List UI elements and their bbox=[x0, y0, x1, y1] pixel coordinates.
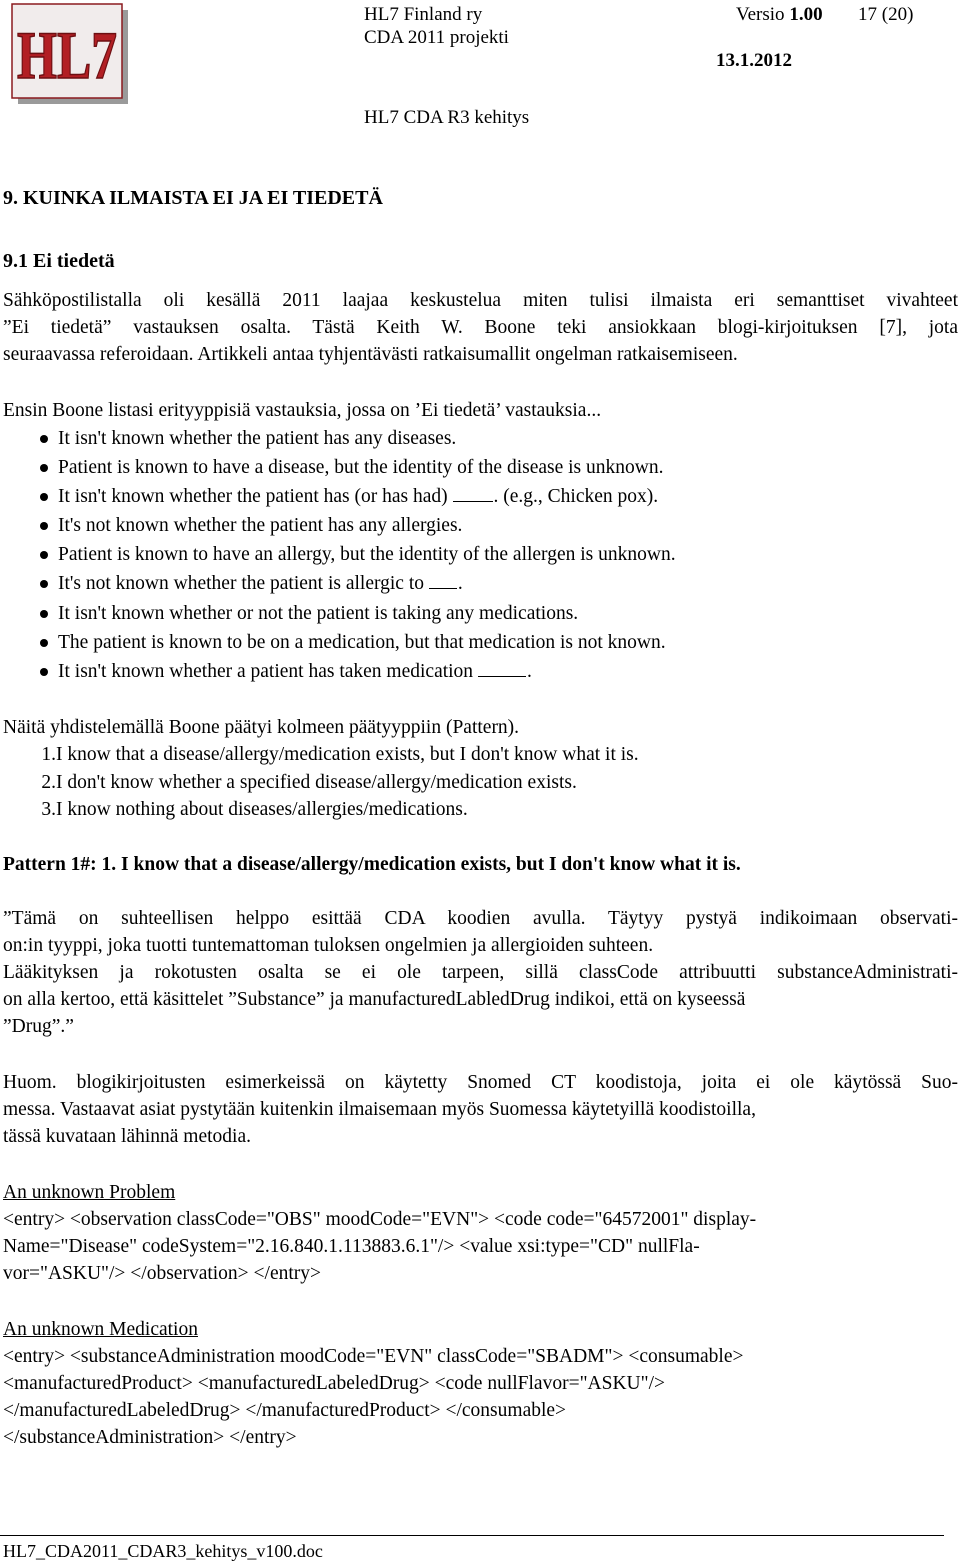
footer-divider bbox=[0, 1535, 944, 1536]
example-problem-link[interactable]: An unknown Problem bbox=[3, 1182, 176, 1203]
code-line: <manufacturedProduct> <manufacturedLabeledDrug> <code nullFlavor="ASKU"/> bbox=[3, 1373, 666, 1394]
header-subtitle: HL7 CDA R3 kehitys bbox=[364, 107, 530, 128]
pattern1-heading: Pattern 1#: 1. I know that a disease/allergy/medication exists, but I don't know what it is. bbox=[3, 854, 741, 875]
header-date: 13.1.2012 bbox=[716, 50, 792, 71]
bullet-icon bbox=[40, 551, 48, 559]
list-item bbox=[0, 600, 676, 629]
hl7-logo bbox=[12, 4, 128, 104]
note-line: tässä kuvataan lähinnä metodia. bbox=[3, 1126, 251, 1147]
intro-paragraph bbox=[3, 287, 958, 368]
list-item bbox=[0, 658, 676, 687]
blank-line bbox=[429, 570, 457, 589]
pattern-text: I don't know whether a specified disease/allergy/medication exists. bbox=[56, 771, 577, 793]
bullet-text: It isn't known whether the patient has any diseases. bbox=[58, 428, 457, 449]
bullet-icon bbox=[40, 493, 48, 501]
header-project: CDA 2011 projekti bbox=[364, 27, 509, 48]
code-line: <entry> <observation classCode="OBS" moodCode="EVN"> <code code="64572001" display- bbox=[3, 1209, 757, 1230]
bullet-text-after: . bbox=[457, 573, 463, 595]
list-item bbox=[0, 512, 676, 541]
intro-line: Sähköpostilistalla oli kesällä 2011 laajaa keskustelua miten tulisi ilmaista eri semanttiset vivahteet bbox=[3, 290, 958, 311]
list-item bbox=[0, 454, 676, 483]
code-line: vor="ASKU"/> </observation> </entry> bbox=[3, 1263, 322, 1284]
bullet-text: Patient is known to have an allergy, but the identity of the allergen is unknown. bbox=[58, 544, 676, 566]
pattern-list bbox=[0, 741, 639, 824]
bullet-icon bbox=[40, 639, 48, 647]
bullet-text: It's not known whether the patient is allergic to bbox=[58, 573, 424, 595]
list-item bbox=[0, 483, 676, 512]
pattern-text: I know that a disease/allergy/medication exists, but I don't know what it is. bbox=[56, 744, 639, 765]
pattern-text: I know nothing about diseases/allergies/medications. bbox=[56, 799, 468, 820]
example-medication bbox=[3, 1316, 958, 1451]
blank-line bbox=[478, 658, 526, 677]
bullet-text: Patient is known to have a disease, but the identity of the disease is unknown. bbox=[58, 457, 664, 479]
version-number: 1.00 bbox=[789, 4, 823, 25]
list-item bbox=[0, 570, 676, 599]
list-item bbox=[0, 769, 639, 797]
code-line: </manufacturedLabeledDrug> </manufacturedProduct> </consumable> bbox=[3, 1400, 567, 1421]
bullet-text-after: . bbox=[526, 660, 532, 682]
header-version bbox=[736, 4, 823, 26]
intro-line: seuraavassa referoidaan. Artikkeli antaa tyhjentävästi ratkaisumallit ongelman ratkaisemiseen. bbox=[3, 344, 738, 365]
bullet-text: It isn't known whether the patient has (or has had) bbox=[58, 486, 448, 508]
cda-line: ”Tämä on suhteellisen helppo esittää CDA koodien avulla. Täytyy pystyä indikoimaan observati- bbox=[3, 908, 958, 929]
intro-line: ”Ei tiedetä” vastauksen osalta. Tästä Keith W. Boone teki ansiokkaan blogi-kirjoituksen [7], jota bbox=[3, 317, 958, 338]
bullet-icon bbox=[40, 668, 48, 676]
code-line: </substanceAdministration> </entry> bbox=[3, 1427, 297, 1448]
list-intro: Ensin Boone listasi erityyppisiä vastauksia, jossa on ’Ei tiedetä’ vastauksia... bbox=[3, 400, 602, 421]
bullet-icon bbox=[40, 435, 48, 443]
example-medication-link[interactable]: An unknown Medication bbox=[3, 1319, 198, 1340]
example-problem bbox=[3, 1179, 958, 1287]
note-line: Huom. blogikirjoitusten esimerkeissä on käytetty Snomed CT koodistoja, joita ei ole käytössä Suo- bbox=[3, 1072, 958, 1093]
code-line: Name="Disease" codeSystem="2.16.840.1.113883.6.1"/> <value xsi:type="CD" nullFla- bbox=[3, 1236, 700, 1257]
logo-text: HL7 bbox=[17, 17, 117, 93]
list-item bbox=[0, 741, 639, 769]
bullet-text-after: . (e.g., Chicken pox). bbox=[493, 486, 659, 508]
bullet-icon bbox=[40, 580, 48, 588]
footer-filename: HL7_CDA2011_CDAR3_kehitys_v100.doc bbox=[3, 1541, 323, 1561]
patterns-intro: Näitä yhdistelemällä Boone päätyi kolmeen päätyyppiin (Pattern). bbox=[3, 717, 520, 738]
pattern-number: 3. bbox=[41, 799, 56, 820]
cda-line: ”Drug”.” bbox=[3, 1016, 74, 1037]
pattern-number: 1. bbox=[41, 744, 56, 765]
bullet-text: It isn't known whether a patient has taken medication bbox=[58, 660, 474, 682]
header-page: 17 (20) bbox=[858, 4, 914, 25]
cda-line: on:in tyyppi, joka tuotti tuntemattoman tuloksen ongelmien ja allergioiden suhteen. bbox=[3, 935, 654, 956]
bullet-text: It isn't known whether or not the patient is taking any medications. bbox=[58, 602, 579, 624]
bullet-text: The patient is known to be on a medication, but that medication is not known. bbox=[58, 631, 666, 653]
version-label: Versio bbox=[736, 4, 785, 25]
sub-heading: 9.1 Ei tiedetä bbox=[3, 250, 115, 272]
list-item bbox=[0, 541, 676, 570]
bullet-text: It's not known whether the patient has any allergies. bbox=[58, 515, 463, 537]
section-heading: 9. KUINKA ILMAISTA EI JA EI TIEDETÄ bbox=[3, 187, 383, 209]
blank-line bbox=[453, 483, 493, 502]
code-line: <entry> <substanceAdministration moodCode="EVN" classCode="SBADM"> <consumable> bbox=[3, 1346, 744, 1367]
bullet-icon bbox=[40, 610, 48, 618]
header-org: HL7 Finland ry bbox=[364, 4, 483, 25]
note-paragraph bbox=[3, 1069, 958, 1150]
cda-paragraph bbox=[3, 905, 958, 1040]
bullet-icon bbox=[40, 464, 48, 472]
pattern-number: 2. bbox=[41, 771, 56, 793]
list-item bbox=[0, 796, 639, 824]
list-item bbox=[0, 629, 676, 658]
note-line: messa. Vastaavat asiat pystytään kuitenkin ilmaisemaan myös Suomessa käytetyillä koodistoilla, bbox=[3, 1099, 756, 1120]
answer-bullet-list bbox=[0, 425, 676, 687]
bullet-icon bbox=[40, 522, 48, 530]
list-item bbox=[0, 425, 676, 454]
cda-line: on alla kertoo, että käsittelet ”Substance” ja manufacturedLabledDrug indikoi, että on kyseessä bbox=[3, 989, 746, 1010]
cda-line: Lääkityksen ja rokotusten osalta se ei ole tarpeen, sillä classCode attribuutti substanceAdministrati- bbox=[3, 962, 958, 983]
